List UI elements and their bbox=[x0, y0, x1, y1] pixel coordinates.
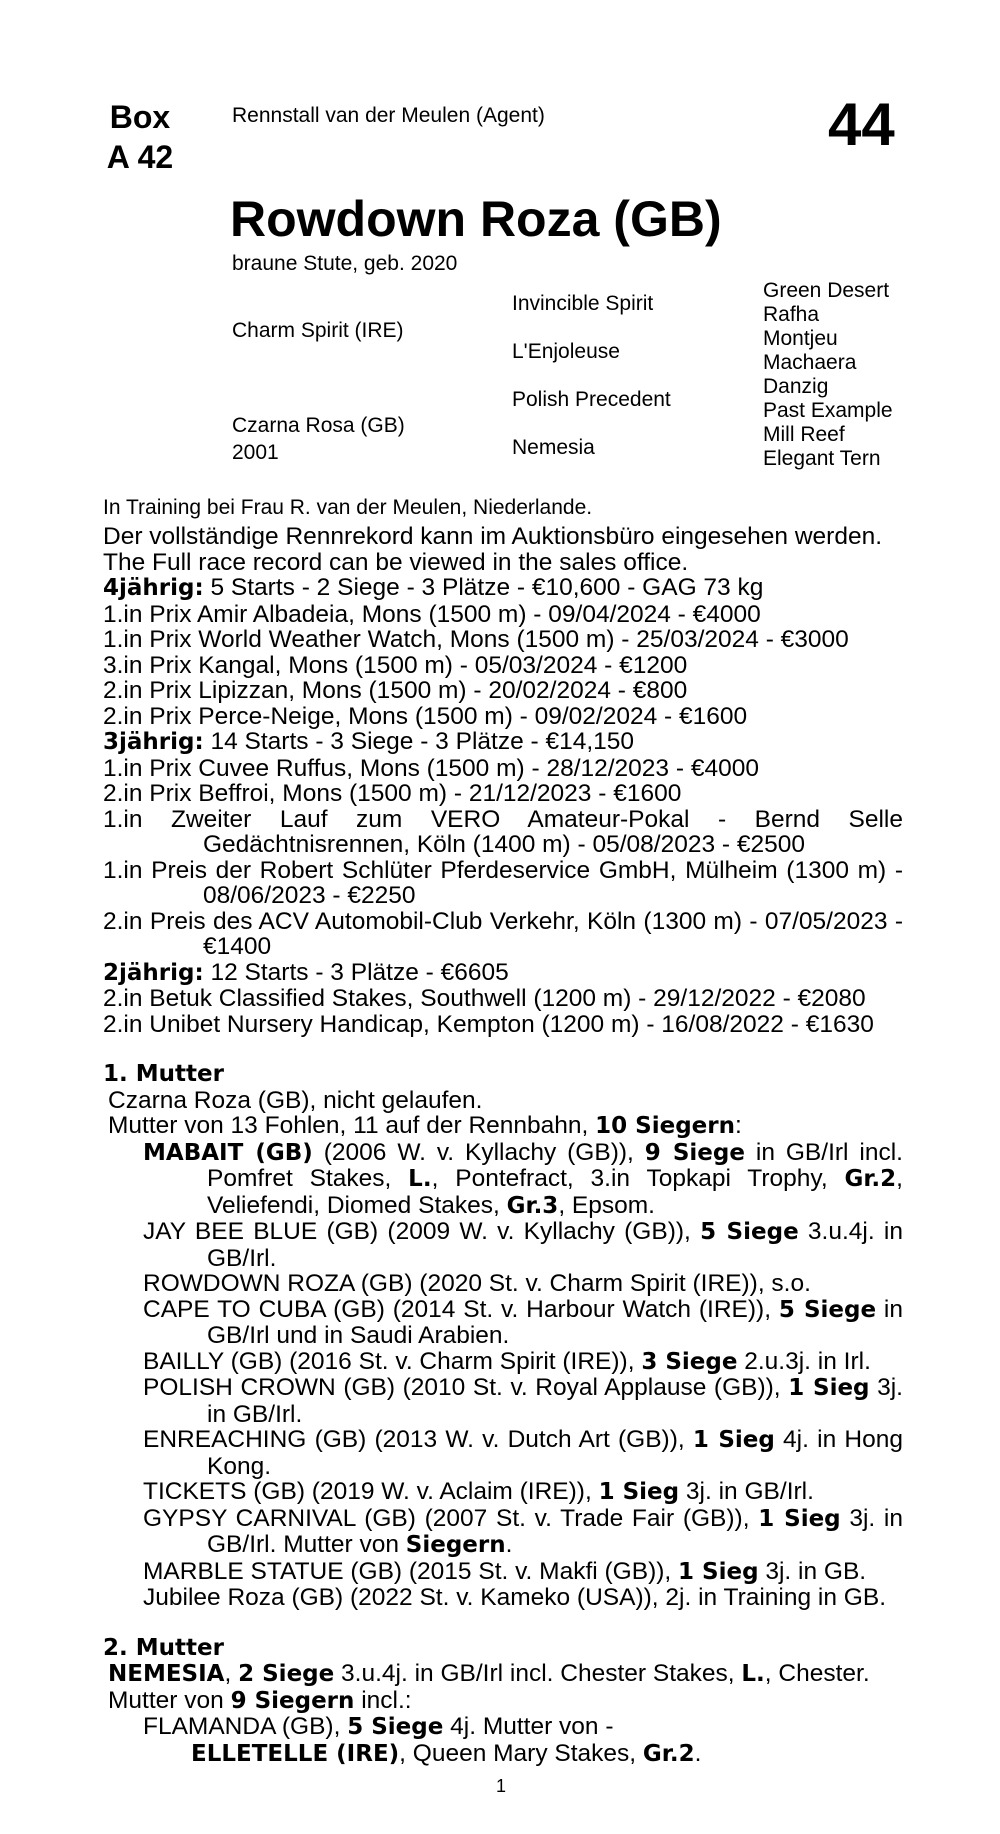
offspring-entry: TICKETS (GB) (2019 W. v. Aclaim (IRE)), 1 Sieg 3j. in GB/Irl. bbox=[143, 1478, 814, 1505]
horse-name: Rowdown Roza (GB) bbox=[230, 191, 722, 247]
dam2-line1: NEMESIA, 2 Siege 3.u.4j. in GB/Irl incl. Chester Stakes, L., Chester. bbox=[108, 1660, 870, 1687]
race-line: 3.in Prix Kangal, Mons (1500 m) - 05/03/2024 - €1200 bbox=[103, 651, 688, 679]
lot-number: 44 bbox=[828, 91, 895, 158]
age4-summary bbox=[103, 575, 903, 602]
race-line: 2.in Preis des ACV Automobil-Club Verkehr, Köln (1300 m) - 07/05/2023 - €1400 bbox=[103, 907, 903, 960]
pedigree-gen3: Past Example bbox=[763, 399, 893, 422]
pedigree-gen3: Elegant Tern bbox=[763, 447, 881, 470]
pedigree-gen3: Rafha bbox=[763, 303, 820, 326]
box-number: A 42 bbox=[106, 139, 174, 175]
dam2-line4: ELLETELLE (IRE), Queen Mary Stakes, Gr.2. bbox=[191, 1739, 702, 1767]
race-line: 2.in Prix Perce-Neige, Mons (1500 m) - 09/02/2024 - €1600 bbox=[103, 702, 748, 730]
age3-label: 3jährig: bbox=[103, 729, 204, 755]
race-line: 1.in Prix Amir Albadeia, Mons (1500 m) - 09/04/2024 - €4000 bbox=[103, 600, 761, 628]
pedigree-gen2: L'Enjoleuse bbox=[512, 340, 620, 363]
pedigree-dam: Czarna Rosa (GB) bbox=[232, 414, 405, 437]
race-line: 1.in Preis der Robert Schlüter Pferdeservice GmbH, Mülheim (1300 m) - 08/06/2023 - €2250 bbox=[103, 856, 903, 909]
offspring-entry: MABAIT (GB) (2006 W. v. Kyllachy (GB)), 9 Siege in GB/Irl incl. Pomfret Stakes, L., Pontefract, 3.in Topkapi Trophy, Gr.2, Veliefendi, Diomed Stakes, Gr.3, Epsom. bbox=[143, 1138, 903, 1219]
race-line: 2.in Prix Lipizzan, Mons (1500 m) - 20/02/2024 - €800 bbox=[103, 677, 688, 704]
age2-summary bbox=[103, 960, 903, 987]
race-line: 1.in Prix World Weather Watch, Mons (1500 m) - 25/03/2024 - €3000 bbox=[103, 626, 849, 653]
pedigree-sire: Charm Spirit (IRE) bbox=[232, 319, 404, 342]
record-note-de: Der vollständige Rennrekord kann im Auktionsbüro eingesehen werden. bbox=[103, 523, 883, 550]
pedigree-gen3: Mill Reef bbox=[763, 423, 845, 446]
pedigree-gen2: Invincible Spirit bbox=[512, 292, 654, 315]
dam2-line3: FLAMANDA (GB), 5 Siege 4j. Mutter von - bbox=[143, 1713, 614, 1740]
pedigree-gen3: Montjeu bbox=[763, 327, 838, 350]
horse-description: braune Stute, geb. 2020 bbox=[232, 252, 458, 275]
record-note-en: The Full race record can be viewed in the sales office. bbox=[103, 548, 689, 576]
pedigree-dam-year: 2001 bbox=[232, 441, 279, 464]
offspring-entry: GYPSY CARNIVAL (GB) (2007 St. v. Trade Fair (GB)), 1 Sieg 3j. in GB/Irl. Mutter von Siegern. bbox=[143, 1504, 903, 1558]
offspring-entry: ROWDOWN ROZA (GB) (2020 St. v. Charm Spirit (IRE)), s.o. bbox=[143, 1270, 811, 1297]
consignor: Rennstall van der Meulen (Agent) bbox=[232, 104, 545, 127]
offspring-entry: Jubilee Roza (GB) (2022 St. v. Kameko (USA)), 2j. in Training in GB. bbox=[143, 1584, 887, 1611]
race-line: 2.in Unibet Nursery Handicap, Kempton (1200 m) - 16/08/2022 - €1630 bbox=[103, 1010, 874, 1038]
dam2-heading: 2. Mutter bbox=[103, 1634, 224, 1661]
race-record bbox=[103, 524, 903, 1767]
race-line: 2.in Betuk Classified Stakes, Southwell (1200 m) - 29/12/2022 - €2080 bbox=[103, 985, 866, 1012]
age4-stats: 5 Starts - 2 Siege - 3 Plätze - €10,600 - GAG 73 kg bbox=[203, 574, 764, 601]
race-line: 2.in Prix Beffroi, Mons (1500 m) - 21/12/2023 - €1600 bbox=[103, 780, 682, 807]
training-note: In Training bei Frau R. van der Meulen, Niederlande. bbox=[103, 496, 593, 519]
dam1-line1: Czarna Roza (GB), nicht gelaufen. bbox=[108, 1086, 483, 1114]
pedigree-gen3: Green Desert bbox=[763, 279, 890, 302]
page-number: 1 bbox=[496, 1776, 507, 1796]
pedigree-gen3: Machaera bbox=[763, 351, 857, 374]
pedigree-gen2: Polish Precedent bbox=[512, 388, 671, 411]
offspring-entry: POLISH CROWN (GB) (2010 St. v. Royal Applause (GB)), 1 Sieg 3j. in GB/Irl. bbox=[143, 1374, 903, 1428]
dam1-heading: 1. Mutter bbox=[103, 1061, 224, 1087]
race-line: 1.in Zweiter Lauf zum VERO Amateur-Pokal - Bernd Selle Gedächtnisrennen, Köln (1400 m) - 05/08/2023 - €2500 bbox=[103, 805, 903, 858]
age3-summary bbox=[103, 729, 903, 756]
pedigree-gen3: Danzig bbox=[763, 375, 829, 398]
age2-stats: 12 Starts - 3 Plätze - €6605 bbox=[203, 958, 509, 986]
age2-label: 2jährig: bbox=[103, 959, 204, 986]
offspring-entry: ENREACHING (GB) (2013 W. v. Dutch Art (GB)), 1 Sieg 4j. in Hong Kong. bbox=[143, 1426, 903, 1480]
age3-stats: 14 Starts - 3 Siege - 3 Plätze - €14,150 bbox=[203, 728, 635, 755]
offspring-entry: MARBLE STATUE (GB) (2015 St. v. Makfi (GB)), 1 Sieg 3j. in GB. bbox=[143, 1557, 867, 1585]
dam2-line2: Mutter von 9 Siegern incl.: bbox=[108, 1686, 412, 1714]
offspring-entry: BAILLY (GB) (2016 St. v. Charm Spirit (IRE)), 3 Siege 2.u.3j. in Irl. bbox=[143, 1347, 871, 1375]
race-line: 1.in Prix Cuvee Ruffus, Mons (1500 m) - 28/12/2023 - €4000 bbox=[103, 754, 759, 782]
offspring-entry: JAY BEE BLUE (GB) (2009 W. v. Kyllachy (GB)), 5 Siege 3.u.4j. in GB/Irl. bbox=[143, 1218, 903, 1272]
offspring-entry: CAPE TO CUBA (GB) (2014 St. v. Harbour Watch (IRE)), 5 Siege in GB/Irl und in Saudi Arabien. bbox=[143, 1295, 904, 1349]
box-label: Box bbox=[109, 99, 171, 135]
age4-label: 4jährig: bbox=[103, 575, 204, 601]
dam1-line2: Mutter von 13 Fohlen, 11 auf der Rennbahn, 10 Siegern: bbox=[108, 1112, 742, 1139]
pedigree-gen2: Nemesia bbox=[512, 436, 595, 459]
